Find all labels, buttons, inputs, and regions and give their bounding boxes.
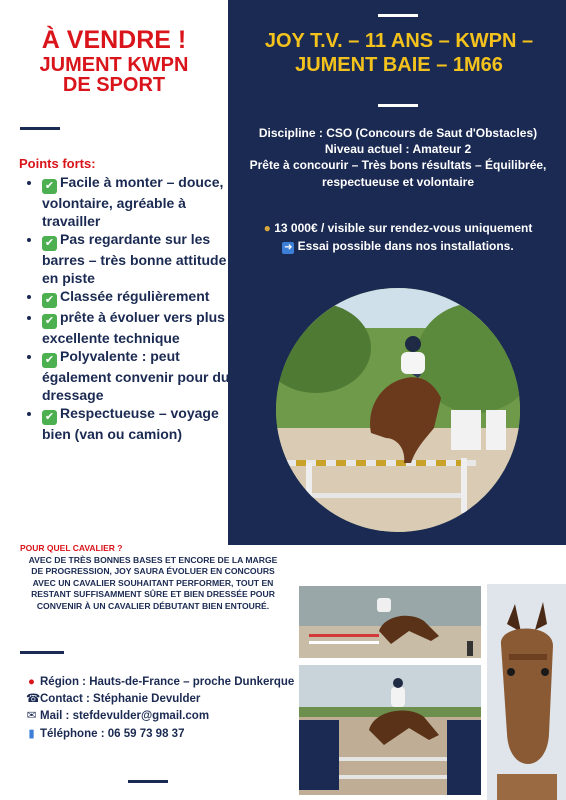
- price-line: ● 13 000€ / visible sur rendez-vous uniquement: [263, 221, 533, 235]
- horse-title: JOY T.V. – 11 ANS – KWPN – JUMENT BAIE – 1M66: [264, 30, 534, 76]
- title-line-1: À VENDRE !: [41, 26, 187, 54]
- check-mark-icon: ✔: [42, 293, 57, 308]
- list-item: • ✔ Polyvalente : peut également convenir pour du dressage: [42, 347, 242, 404]
- points-heading: Points forts:: [19, 156, 96, 171]
- divider: [128, 780, 168, 783]
- mail-line[interactable]: ✉ Mail : stefdevulder@gmail.com: [26, 708, 266, 725]
- phone-line[interactable]: ▮ Téléphone : 06 59 73 98 37: [26, 726, 266, 743]
- list-item: • ✔ prête à évoluer vers plus – excellente technique: [42, 308, 242, 347]
- divider: [378, 104, 418, 107]
- check-mark-icon: ✔: [42, 314, 57, 329]
- contact-line: ☎Contact : Stéphanie Devulder: [26, 691, 266, 708]
- mobile-phone-icon: ▮: [28, 727, 35, 740]
- map-pin-icon: ●: [28, 676, 35, 688]
- jump-photo-small: [299, 586, 481, 658]
- sale-title: [10, 28, 218, 95]
- list-item: • ✔ Facile à monter – douce, volontaire, agréable à travailler: [42, 173, 242, 230]
- title-line-3: DE SPORT: [62, 74, 166, 96]
- jump-photo-arena: [299, 665, 481, 795]
- horse-info: [236, 125, 560, 190]
- check-mark-icon: ✔: [42, 410, 57, 425]
- divider: [20, 127, 60, 130]
- phone-receiver-icon: ☎: [26, 693, 41, 706]
- horse-head-photo: [487, 584, 566, 800]
- list-item: • ✔ Respectueuse – voyage bien (van ou camion): [42, 404, 242, 443]
- title-line-2: JUMENT KWPN: [39, 54, 189, 76]
- envelope-icon: ✉: [26, 710, 37, 723]
- arrow-right-icon: ➜: [284, 242, 293, 253]
- check-mark-icon: ✔: [42, 353, 57, 368]
- list-item: • ✔ Pas regardante sur les barres – très bonne attitude en piste: [42, 230, 242, 287]
- divider: [20, 651, 64, 654]
- price-block: [236, 219, 560, 255]
- level-line: Niveau actuel : Amateur 2: [324, 142, 472, 157]
- list-item: • ✔ Classée régulièrement: [42, 287, 242, 308]
- check-mark-icon: ✔: [42, 179, 57, 194]
- main-jump-photo: [276, 288, 520, 532]
- divider: [378, 14, 418, 17]
- region-line: ● Région : Hauts-de-France – proche Dunkerque: [26, 674, 266, 691]
- ready-line: Prête à concourir – Très bons résultats – Équilibrée, respectueuse et volontaire: [249, 158, 547, 189]
- rider-text: AVEC DE TRÈS BONNES BASES ET ENCORE DE LA MARGE DE PROGRESSION, JOY SAURA ÉVOLUER EN CONCOURS AVEC UN CAVALIER SOUHAITANT PERFORMER, TOUT EN RESTANT SUFFISAMMENT SÛRE ET BIEN DRESSÉE POUR CONVENIR À UN CAVALIER DÉBUTANT BIEN ENTOURÉ.: [28, 555, 278, 611]
- rider-heading: POUR QUEL CAVALIER ?: [20, 543, 123, 553]
- discipline-line: Discipline : CSO (Concours de Saut d'Obstacles): [258, 126, 538, 140]
- points-list: [22, 173, 242, 443]
- money-bag-icon: ●: [263, 221, 271, 235]
- check-mark-icon: ✔: [42, 236, 57, 251]
- trial-line: ➜ Essai possible dans nos installations.: [284, 239, 514, 253]
- contact-block: [26, 674, 295, 743]
